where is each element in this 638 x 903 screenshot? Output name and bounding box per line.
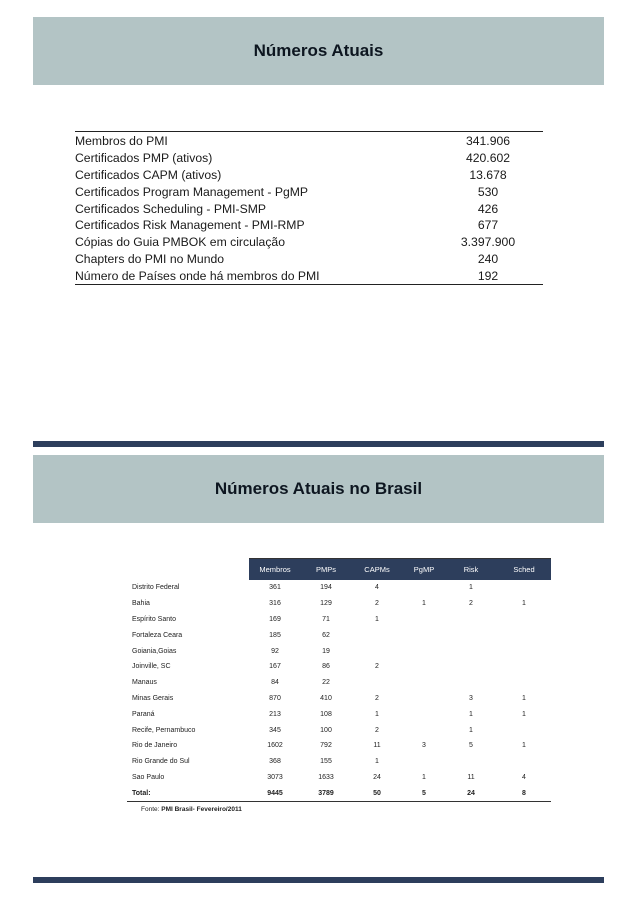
cell-sched: 1 (522, 600, 526, 608)
stat-value: 192 (477, 268, 499, 283)
row-name: Joinville, SC (132, 663, 171, 671)
table-row (127, 722, 551, 738)
stat-label: Número de Países onde há membros do PMI (75, 268, 320, 283)
table-row (127, 675, 551, 691)
cell-membros: 368 (269, 758, 281, 766)
stat-row (75, 183, 543, 200)
stat-value: 420.602 (465, 151, 511, 166)
row-name: Fortaleza Ceara (132, 631, 183, 639)
cell-capms: 1 (375, 710, 379, 718)
cell-membros: 92 (271, 647, 279, 655)
cell-pgmp: 1 (422, 600, 426, 608)
cell-membros: 213 (269, 710, 281, 718)
stat-row (75, 200, 543, 217)
stat-value: 530 (477, 184, 499, 199)
stat-label: Certificados Program Management - PgMP (75, 184, 309, 199)
cell-pmps: 62 (322, 631, 330, 639)
cell-pmps: 19 (322, 647, 330, 655)
row-name: Recife, Pernambuco (132, 726, 196, 734)
row-name: Sao Paulo (132, 773, 165, 781)
cell-capms: 2 (375, 726, 379, 734)
row-name: Total: (132, 789, 151, 797)
cell-pmps: 3789 (318, 789, 334, 797)
cell-pgmp: 5 (422, 789, 426, 797)
cell-capms: 50 (373, 789, 381, 797)
row-name: Manaus (132, 679, 157, 687)
cell-pmps: 108 (320, 710, 332, 718)
cell-membros: 361 (269, 584, 281, 592)
stat-label: Membros do PMI (75, 134, 168, 149)
cell-risk: 5 (469, 742, 473, 750)
table-header (249, 558, 551, 580)
cell-pmps: 71 (322, 615, 330, 623)
cell-membros: 870 (269, 694, 281, 702)
table-row (127, 691, 551, 707)
cell-risk: 1 (469, 726, 473, 734)
stat-value: 426 (477, 201, 499, 216)
header-pmps: PMPs (315, 565, 336, 574)
table-row (127, 596, 551, 612)
row-name: Bahia (132, 600, 150, 608)
total-row (127, 785, 551, 802)
cell-membros: 1602 (267, 742, 283, 750)
row-name: Paraná (132, 710, 155, 718)
cell-pmps: 194 (320, 584, 332, 592)
stat-label: Certificados Scheduling - PMI-SMP (75, 201, 267, 216)
stat-row (75, 267, 543, 284)
cell-capms: 2 (375, 663, 379, 671)
cell-pmps: 129 (320, 600, 332, 608)
section-title: Números Atuais no Brasil (214, 479, 423, 498)
cell-risk: 3 (469, 694, 473, 702)
stat-value: 341.906 (465, 134, 511, 149)
cell-membros: 167 (269, 663, 281, 671)
source-prefix: Fonte: (141, 806, 160, 813)
source-note (141, 806, 242, 813)
cell-membros: 169 (269, 615, 281, 623)
stat-label: Chapters do PMI no Mundo (75, 251, 225, 266)
cell-membros: 3073 (267, 773, 283, 781)
cell-risk: 1 (469, 710, 473, 718)
cell-pmps: 22 (322, 679, 330, 687)
cell-risk: 24 (467, 789, 475, 797)
stat-value: 240 (477, 251, 499, 266)
header-pgmp: PgMP (413, 565, 435, 574)
stat-label: Cópias do Guia PMBOK em circulação (75, 235, 285, 250)
table-row (127, 659, 551, 675)
cell-pgmp: 3 (422, 742, 426, 750)
cell-sched: 8 (522, 789, 526, 797)
cell-capms: 2 (375, 600, 379, 608)
cell-sched: 1 (522, 694, 526, 702)
cell-pmps: 155 (320, 758, 332, 766)
cell-risk: 11 (467, 773, 475, 781)
table-row (127, 706, 551, 722)
section-title: Números Atuais (253, 41, 384, 60)
cell-membros: 345 (269, 726, 281, 734)
divider (33, 441, 604, 447)
table-row (127, 738, 551, 754)
cell-sched: 1 (522, 710, 526, 718)
cell-capms: 11 (373, 742, 381, 750)
cell-sched: 1 (522, 742, 526, 750)
stat-label: Certificados CAPM (ativos) (75, 167, 222, 182)
cell-risk: 2 (469, 600, 473, 608)
row-name: Rio Grande do Sul (132, 758, 190, 766)
cell-pmps: 86 (322, 663, 330, 671)
cell-pmps: 792 (320, 742, 332, 750)
cell-capms: 24 (373, 773, 381, 781)
cell-capms: 1 (375, 758, 379, 766)
divider (33, 877, 604, 883)
stat-row (75, 217, 543, 234)
table-row (127, 643, 551, 659)
row-name: Espírito Santo (132, 615, 176, 623)
header-capms: CAPMs (364, 565, 390, 574)
stat-row (75, 167, 543, 184)
stat-label: Certificados Risk Management - PMI-RMP (75, 218, 305, 233)
header-sched: Sched (513, 565, 535, 574)
cell-pmps: 1633 (318, 773, 334, 781)
stat-row (75, 133, 543, 150)
row-name: Goiania,Goias (132, 647, 177, 655)
cell-membros: 84 (271, 679, 279, 687)
brasil-table (127, 558, 551, 802)
stat-value: 13.678 (469, 167, 507, 182)
cell-pmps: 410 (320, 694, 332, 702)
stat-value: 3.397.900 (460, 235, 516, 250)
row-name: Minas Gerais (132, 694, 174, 702)
stat-row (75, 150, 543, 167)
cell-membros: 185 (269, 631, 281, 639)
row-name: Distrito Federal (132, 584, 180, 592)
header-risk: Risk (463, 565, 479, 574)
cell-membros: 316 (269, 600, 281, 608)
cell-sched: 4 (522, 773, 526, 781)
header-membros: Membros (259, 565, 291, 574)
table-row (127, 580, 551, 596)
section-banner-numeros-atuais (33, 17, 604, 85)
cell-capms: 1 (375, 615, 379, 623)
cell-capms: 4 (375, 584, 379, 592)
cell-pmps: 100 (320, 726, 332, 734)
stat-row (75, 234, 543, 251)
table-row (127, 612, 551, 628)
stats-table (75, 131, 543, 285)
table-body (127, 580, 551, 802)
table-row (127, 627, 551, 643)
table-row (127, 770, 551, 786)
table-row (127, 754, 551, 770)
cell-membros: 9445 (267, 789, 283, 797)
stat-label: Certificados PMP (ativos) (75, 151, 213, 166)
cell-risk: 1 (469, 584, 473, 592)
source-text: PMI Brasil- Fevereiro/2011 (161, 806, 242, 813)
section-banner-numeros-brasil (33, 455, 604, 523)
cell-pgmp: 1 (422, 773, 426, 781)
cell-capms: 2 (375, 694, 379, 702)
stat-value: 677 (477, 218, 499, 233)
stat-row (75, 251, 543, 268)
row-name: Rio de Janeiro (132, 742, 178, 750)
